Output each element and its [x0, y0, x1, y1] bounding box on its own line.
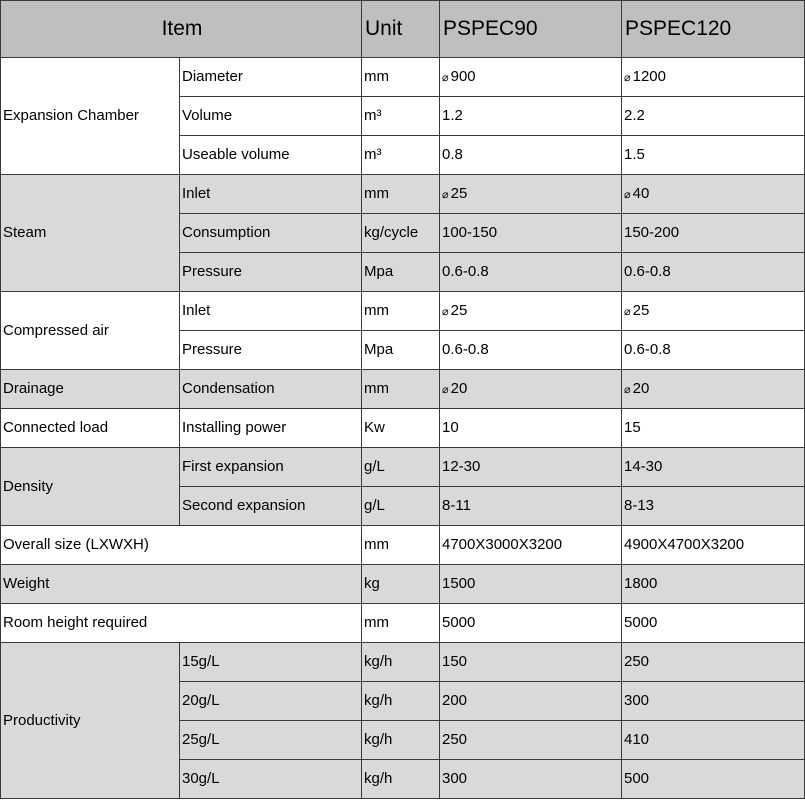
- pspec90-value: 250: [440, 721, 622, 760]
- parameter-label: Useable volume: [180, 136, 362, 175]
- table-row: [1, 643, 805, 682]
- pspec90-value: 1.2: [440, 97, 622, 136]
- pspec90-value: 100-150: [440, 214, 622, 253]
- pspec90-value: 12-30: [440, 448, 622, 487]
- pspec120-value: 0.6-0.8: [622, 253, 805, 292]
- diameter-symbol-icon: ⌀: [442, 188, 449, 201]
- header-row: [1, 1, 805, 58]
- unit-cell: kg: [362, 565, 440, 604]
- parameter-label: Consumption: [180, 214, 362, 253]
- pspec120-value: 300: [622, 682, 805, 721]
- parameter-label: 30g/L: [180, 760, 362, 799]
- parameter-label: 25g/L: [180, 721, 362, 760]
- header-item: Item: [1, 1, 362, 58]
- spec-table-body: [1, 58, 805, 799]
- pspec90-value: 200: [440, 682, 622, 721]
- pspec90-value: 5000: [440, 604, 622, 643]
- pspec120-value: 150-200: [622, 214, 805, 253]
- group-label: Compressed air: [1, 292, 180, 370]
- value-text: 40: [632, 184, 650, 202]
- table-row: [1, 565, 805, 604]
- unit-cell: mm: [362, 58, 440, 97]
- value-text: 25: [632, 301, 650, 319]
- parameter-label: Pressure: [180, 331, 362, 370]
- unit-cell: Kw: [362, 409, 440, 448]
- unit-cell: mm: [362, 526, 440, 565]
- unit-cell: Mpa: [362, 331, 440, 370]
- parameter-label: Diameter: [180, 58, 362, 97]
- diameter-symbol-icon: ⌀: [624, 383, 631, 396]
- unit-cell: kg/h: [362, 721, 440, 760]
- diameter-symbol-icon: ⌀: [442, 383, 449, 396]
- pspec120-value: [622, 58, 805, 97]
- pspec120-value: 4900X4700X3200: [622, 526, 805, 565]
- group-label: Overall size (LXWXH): [1, 526, 362, 565]
- pspec120-value: 250: [622, 643, 805, 682]
- unit-cell: mm: [362, 604, 440, 643]
- table-row: [1, 292, 805, 331]
- value-text: 25: [450, 184, 468, 202]
- pspec90-value: 4700X3000X3200: [440, 526, 622, 565]
- table-row: [1, 175, 805, 214]
- diameter-symbol-icon: ⌀: [442, 71, 449, 84]
- pspec120-value: 14-30: [622, 448, 805, 487]
- pspec90-value: 0.8: [440, 136, 622, 175]
- group-label: Drainage: [1, 370, 180, 409]
- table-row: [1, 409, 805, 448]
- pspec120-value: 1800: [622, 565, 805, 604]
- unit-cell: g/L: [362, 448, 440, 487]
- parameter-label: 20g/L: [180, 682, 362, 721]
- pspec120-value: [622, 370, 805, 409]
- pspec120-value: [622, 292, 805, 331]
- pspec90-value: 300: [440, 760, 622, 799]
- unit-cell: Mpa: [362, 253, 440, 292]
- table-row: [1, 58, 805, 97]
- parameter-label: Inlet: [180, 292, 362, 331]
- parameter-label: Volume: [180, 97, 362, 136]
- group-label: Steam: [1, 175, 180, 292]
- value-text: 20: [450, 379, 468, 397]
- unit-cell: mm: [362, 292, 440, 331]
- group-label: Room height required: [1, 604, 362, 643]
- pspec90-value: [440, 292, 622, 331]
- unit-cell: g/L: [362, 487, 440, 526]
- group-label: Density: [1, 448, 180, 526]
- value-text: 900: [450, 67, 476, 85]
- header-model-pspec120: PSPEC120: [622, 1, 805, 58]
- pspec120-value: 2.2: [622, 97, 805, 136]
- parameter-label: Second expansion: [180, 487, 362, 526]
- unit-cell: mm: [362, 370, 440, 409]
- unit-cell: kg/h: [362, 760, 440, 799]
- table-row: [1, 526, 805, 565]
- pspec90-value: 8-11: [440, 487, 622, 526]
- pspec90-value: 10: [440, 409, 622, 448]
- parameter-label: Installing power: [180, 409, 362, 448]
- parameter-label: Inlet: [180, 175, 362, 214]
- group-label: Expansion Chamber: [1, 58, 180, 175]
- group-label: Weight: [1, 565, 362, 604]
- pspec90-value: 150: [440, 643, 622, 682]
- table-row: [1, 370, 805, 409]
- pspec120-value: 5000: [622, 604, 805, 643]
- pspec90-value: 1500: [440, 565, 622, 604]
- pspec90-value: [440, 370, 622, 409]
- pspec120-value: 410: [622, 721, 805, 760]
- pspec120-value: 8-13: [622, 487, 805, 526]
- parameter-label: Condensation: [180, 370, 362, 409]
- value-text: 25: [450, 301, 468, 319]
- diameter-symbol-icon: ⌀: [624, 71, 631, 84]
- diameter-symbol-icon: ⌀: [442, 305, 449, 318]
- pspec120-value: 500: [622, 760, 805, 799]
- pspec120-value: 15: [622, 409, 805, 448]
- pspec90-value: 0.6-0.8: [440, 331, 622, 370]
- pspec90-value: [440, 175, 622, 214]
- group-label: Productivity: [1, 643, 180, 799]
- unit-cell: kg/cycle: [362, 214, 440, 253]
- pspec120-value: 0.6-0.8: [622, 331, 805, 370]
- value-text: 1200: [632, 67, 666, 85]
- table-row: [1, 604, 805, 643]
- unit-cell: kg/h: [362, 643, 440, 682]
- unit-cell: mm: [362, 175, 440, 214]
- pspec90-value: 0.6-0.8: [440, 253, 622, 292]
- table-row: [1, 448, 805, 487]
- unit-cell: m³: [362, 136, 440, 175]
- diameter-symbol-icon: ⌀: [624, 188, 631, 201]
- pspec120-value: [622, 175, 805, 214]
- header-model-pspec90: PSPEC90: [440, 1, 622, 58]
- header-unit: Unit: [362, 1, 440, 58]
- pspec90-value: [440, 58, 622, 97]
- unit-cell: m³: [362, 97, 440, 136]
- pspec120-value: 1.5: [622, 136, 805, 175]
- parameter-label: First expansion: [180, 448, 362, 487]
- unit-cell: kg/h: [362, 682, 440, 721]
- parameter-label: 15g/L: [180, 643, 362, 682]
- value-text: 20: [632, 379, 650, 397]
- group-label: Connected load: [1, 409, 180, 448]
- parameter-label: Pressure: [180, 253, 362, 292]
- diameter-symbol-icon: ⌀: [624, 305, 631, 318]
